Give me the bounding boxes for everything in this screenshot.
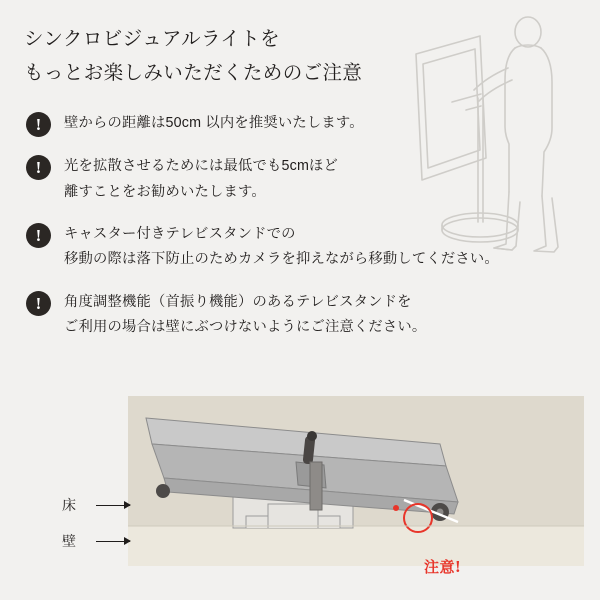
page-title-line-1: シンクロビジュアルライトを — [24, 28, 281, 50]
notice-text — [64, 290, 426, 341]
list-item — [26, 290, 584, 341]
tv-tilt-diagram — [128, 396, 584, 566]
arrow-right-icon — [96, 505, 130, 506]
notice-text-line-1: 壁からの距離は50cm 以内を推奨いたします。 — [64, 115, 364, 132]
notice-text-line-2: 離すことをお勧めいたします。 — [64, 183, 266, 200]
exclamation-icon: ! — [26, 223, 51, 248]
notice-text-line-1: 光を拡散させるためには最低でも5cmほど — [64, 158, 339, 175]
exclamation-icon: ! — [26, 155, 51, 180]
wall-label-row — [62, 530, 130, 552]
page-title-line-2: もっとお楽しみいただくためのご注意 — [24, 61, 363, 84]
floor-label-row — [62, 494, 130, 516]
notice-text-line-2: ご利用の場合は壁にぶつけないようにご注意ください。 — [64, 319, 427, 336]
notice-text — [64, 154, 338, 205]
arrow-right-icon — [96, 541, 130, 542]
list-item — [26, 154, 584, 205]
page-title — [24, 24, 584, 89]
floor-label: 床 — [62, 497, 77, 513]
caution-callout — [424, 556, 461, 577]
notice-text-line-1: 角度調整機能（首振り機能）のあるテレビスタンドを — [64, 293, 412, 310]
notice-text — [64, 111, 364, 136]
list-item — [26, 222, 584, 273]
exclamation-icon: ! — [26, 112, 51, 137]
notice-list — [26, 111, 584, 341]
notice-text-line-1: キャスター付きテレビスタンドでの — [64, 226, 296, 243]
exclamation-icon: ! — [26, 291, 51, 316]
caution-text: 注意 — [424, 559, 456, 576]
diagram-axis-labels — [62, 494, 130, 552]
notice-text-line-2: 移動の際は落下防止のためカメラを抑えながら移動してください。 — [64, 251, 499, 268]
caution-exclamation-icon: ! — [455, 557, 462, 576]
wall-label: 壁 — [62, 533, 77, 549]
list-item — [26, 111, 584, 137]
notice-text — [64, 222, 499, 273]
